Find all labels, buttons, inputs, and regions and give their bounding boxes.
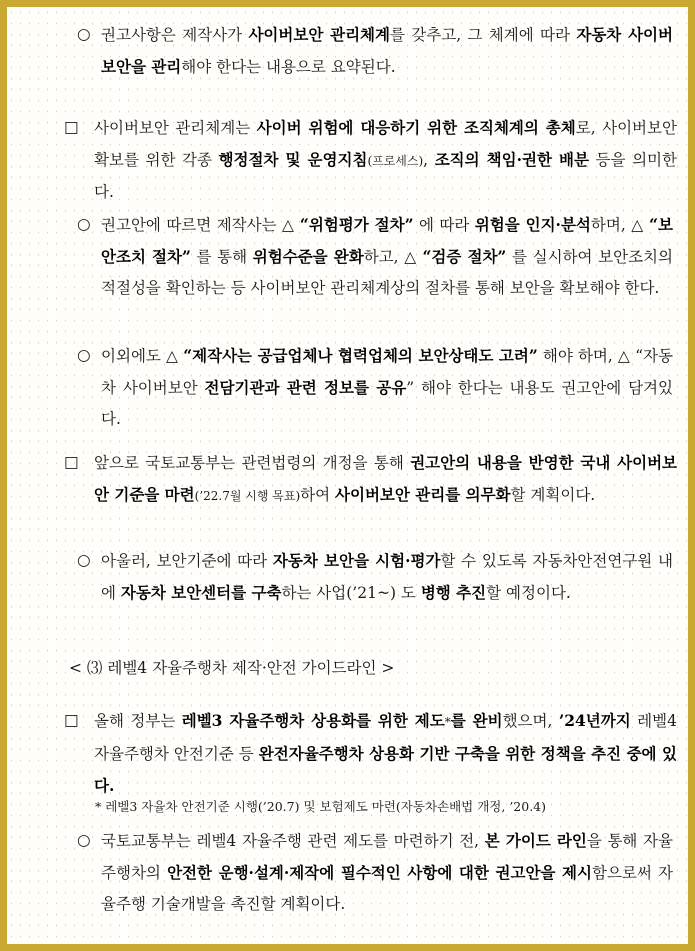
box-bullet: □ <box>64 118 79 136</box>
bold-text: 전담기관과 관련 정보를 공유 <box>204 378 407 397</box>
bold-text: 레벨3 자율주행차 상용화를 위한 제도 <box>181 711 445 730</box>
paragraph-text <box>101 825 673 920</box>
text-run: , <box>423 151 435 169</box>
bold-text: 자동차 보안을 시험·평가 <box>272 551 441 570</box>
text-run: 해야 한다는 내용으로 요약된다. <box>181 58 396 76</box>
bold-text: 본 가이드 라인 <box>484 831 587 850</box>
bold-text: 위험수준을 완화 <box>252 247 364 266</box>
bold-text: “위험평가 절차” <box>299 215 414 234</box>
bold-text: 권고안의 내용을 반영한 국내 사이버보안 기준을 마련 <box>94 453 678 504</box>
text-run: 레벨4 자율주행차 안전기준 등 <box>94 712 677 763</box>
bold-text: 자동차 사이버보안을 관리 <box>101 25 673 76</box>
text-run: 를 통해 <box>190 248 253 266</box>
text-run: 해야 하며, △ “자동차 사이버보안 <box>101 347 673 397</box>
bold-text: “제작사는 공급업체나 협력업체의 보안상태도 고려” <box>183 346 538 365</box>
text-run: 하며, △ <box>590 216 650 234</box>
bold-text: 자동차 보안센터를 구축 <box>120 583 282 602</box>
bold-text: 사이버보안 관리를 의무화 <box>335 485 511 504</box>
text-run: 하여 <box>300 486 336 504</box>
paragraph <box>64 705 677 802</box>
paragraph <box>75 209 673 304</box>
text-run: 국토교통부는 레벨4 자율주행 관련 제도를 마련하기 전, <box>101 832 485 850</box>
bold-text: 조직의 책임·권한 배분 <box>434 150 589 169</box>
text-run: 를 실시하여 보안조치의 적절성을 확인하는 등 사이버보안 관리체계상의 절차를 통해 보안을 확보해야 한다. <box>101 248 674 297</box>
paragraph-text <box>101 340 673 435</box>
circle-bullet: ○ <box>77 831 91 849</box>
bold-text: 병행 추진 <box>420 583 487 602</box>
bold-text: 안전한 운행·설계·제작에 필수적인 사항에 대한 권고안을 제시 <box>167 863 592 882</box>
footnote: * 레벨3 자율차 안전기준 시행(’20.7) 및 보험제도 마련(자동차손배법 개정, ’20.4) <box>95 799 547 814</box>
text-run: 를 갖추고, 그 체계에 따라 <box>390 26 577 44</box>
text-run: 권고안에 따르면 제작사는 △ <box>101 216 300 234</box>
box-bullet: □ <box>64 711 79 729</box>
bold-text: “보안조치 절차” <box>101 215 673 266</box>
circle-bullet: ○ <box>77 346 91 364</box>
paragraph-text <box>101 545 673 609</box>
paragraph <box>75 825 673 920</box>
text-run: 로, 사이버보안 확보를 위한 각종 <box>94 119 677 169</box>
section-heading: < ⑶ 레벨4 자율주행차 제작·안전 가이드라인 > <box>69 659 395 677</box>
text-run: 올해 정부는 <box>94 712 182 730</box>
bold-text: 사이버 위험에 대응하기 위한 조직체계의 총체 <box>256 118 576 137</box>
bold-text: 사이버보안 관리체계 <box>248 25 390 44</box>
paragraph <box>64 447 677 512</box>
text-run: 할 예정이다. <box>486 584 571 602</box>
circle-bullet: ○ <box>77 551 91 569</box>
bold-text: ’24년까지 <box>558 711 631 730</box>
document-page <box>7 7 688 944</box>
text-run: 을 통해 자율주행차의 <box>101 832 673 882</box>
text-run: * <box>444 715 451 729</box>
text-run: 아울러, 보안기준에 따라 <box>101 552 273 570</box>
text-run: 하는 사업(’21~) 도 <box>281 584 421 602</box>
text-run: (’22.7월 시행 목표) <box>194 489 301 503</box>
text-run: 앞으로 국토교통부는 관련법령의 개정을 통해 <box>94 454 411 472</box>
bold-text: 완전자율주행차 상용화 기반 구축을 위한 정책을 추진 중에 있다. <box>94 744 677 795</box>
paragraph <box>75 545 673 609</box>
text-run: 하고, △ <box>363 248 423 266</box>
bold-text: 위험을 인지·분석 <box>474 215 591 234</box>
paragraph-text <box>94 447 677 512</box>
paragraph-text <box>94 112 677 208</box>
text-run: (프로세스) <box>367 154 424 168</box>
text-run: 사이버보안 관리체계는 <box>94 119 257 137</box>
bold-text: “검증 절차” <box>422 247 507 266</box>
text-run: 함으로써 자율주행 기술개발을 촉진할 계획이다. <box>101 864 673 913</box>
paragraph-text <box>94 705 677 802</box>
paragraph <box>75 19 673 83</box>
text-run: 할 계획이다. <box>510 486 596 504</box>
text-run: 등을 의미한다. <box>94 151 677 201</box>
box-bullet: □ <box>64 453 79 471</box>
text-run: 했으며, <box>502 712 559 730</box>
paragraph-text <box>101 209 673 304</box>
paragraph <box>75 340 673 435</box>
bold-text: 행정절차 및 운영지침 <box>218 150 368 169</box>
text-run: 할 수 있도록 자동차안전연구원 내에 <box>101 552 673 602</box>
bold-text: 를 완비 <box>450 711 503 730</box>
circle-bullet: ○ <box>77 25 91 43</box>
text-run: 에 따라 <box>413 216 475 234</box>
paragraph-text <box>101 19 673 83</box>
text-run: 이외에도 △ <box>101 347 184 365</box>
text-run: ” 해야 한다는 내용도 권고안에 담겨있다. <box>101 379 673 428</box>
paragraph <box>64 112 677 208</box>
text-run: 권고사항은 제작사가 <box>101 26 249 44</box>
circle-bullet: ○ <box>77 215 91 233</box>
